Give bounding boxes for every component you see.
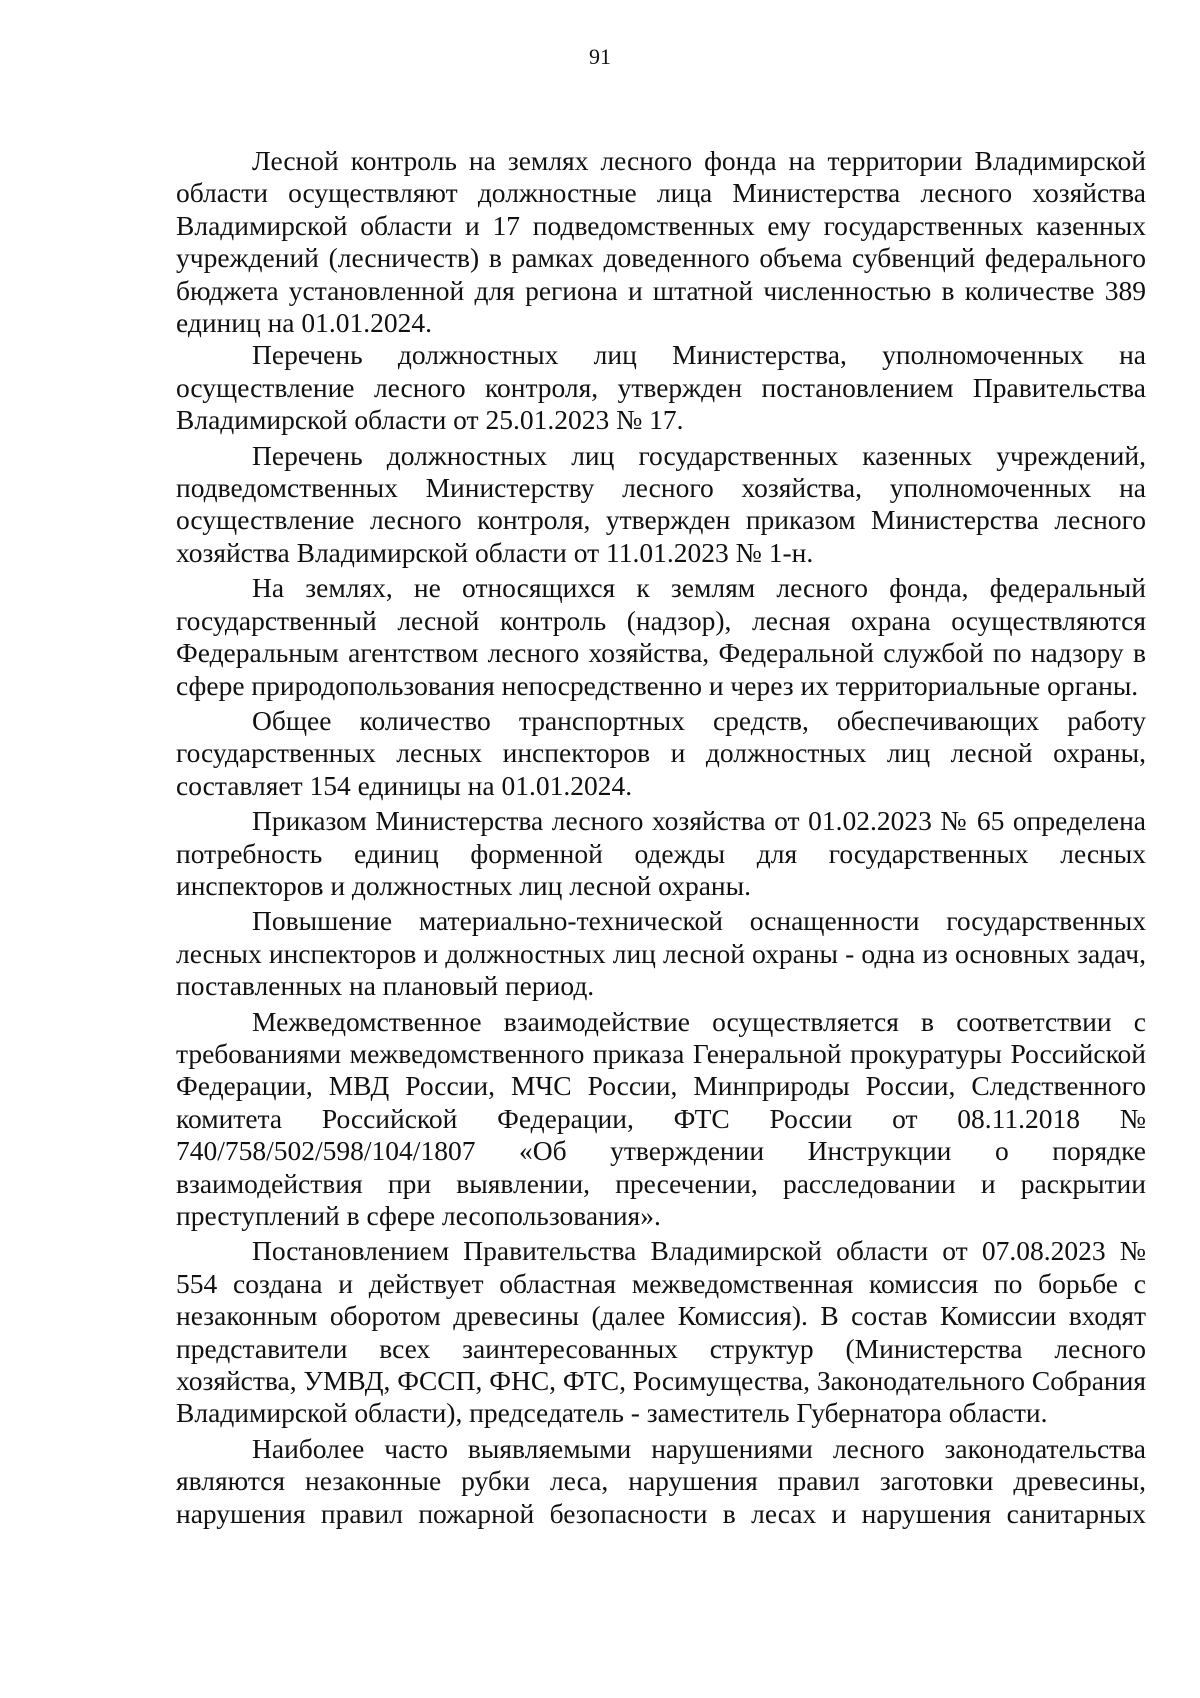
paragraph-institutions-officials-list: Перечень должностных лиц государственных казенных учреждений, подведомственных Министерству лесного хозяйства, уполномоченных на осуществление лесного контроля, утвержден приказом Министерства лесного хозяйства Владимирской области от 11.01.2023 № 1-н. [176,439,1146,568]
paragraph-forest-control: Лесной контроль на землях лесного фонда на территории Владимирской области осуществляют должностные лица Министерства лесного хозяйства Владимирской области и 17 подведомственных ему государственных казенных учреждений (лесничеств) в рамках доведенного объема субвенций федерального бюджета установленной для региона и штатной численностью в количестве 389 единиц на 01.01.2024. [176,145,1146,339]
document-body [176,145,1146,1530]
paragraph-uniform-order: Приказом Министерства лесного хозяйства от 01.02.2023 № 65 определена потребность единиц форменной одежды для государственных лесных инспекторов и должностных лиц лесной охраны. [176,805,1146,901]
paragraph-non-forest-lands: На землях, не относящихся к землям лесного фонда, федеральный государственный лесной контроль (надзор), лесная охрана осуществляются Федеральным агентством лесного хозяйства, Федеральной службой по надзору в сфере природопользования непосредственно и через их территориальные органы. [176,572,1146,701]
paragraph-commission: Постановлением Правительства Владимирской области от 07.08.2023 № 554 создана и действует областная межведомственная комиссия по борьбе с незаконным оборотом древесины (далее Комиссия). В состав Комиссии входят представители всех заинтересованных структур (Министерства лесного хозяйства, УМВД, ФССП, ФНС, ФТС, Росимущества, Законодательного Собрания Владимирской области), председатель - заместитель Губернатора области. [176,1235,1146,1429]
paragraph-interagency-cooperation: Межведомственное взаимодействие осуществляется в соответствии с требованиями межведомственного приказа Генеральной прокуратуры Российской Федерации, МВД России, МЧС России, Минприроды России, Следственного комитета Российской Федерации, ФТС России от 08.11.2018 № 740/758/502/598/104/1807 «Об утверждении Инструкции о порядке взаимодействия при выявлении, пресечении, расследовании и раскрытии преступлений в сфере лесопользования». [176,1005,1146,1231]
paragraph-vehicles: Общее количество транспортных средств, обеспечивающих работу государственных лесных инспекторов и должностных лиц лесной охраны, составляет 154 единицы на 01.01.2024. [176,704,1146,801]
page-number: 91 [589,44,611,69]
paragraph-equipment: Повышение материально-технической оснащенности государственных лесных инспекторов и должностных лиц лесной охраны - одна из основных задач, поставленных на плановый период. [176,905,1146,1002]
paragraph-ministry-officials-list: Перечень должностных лиц Министерства, уполномоченных на осуществление лесного контроля, утвержден постановлением Правительства Владимирской области от 25.01.2023 № 17. [176,339,1146,436]
paragraph-violations: Наиболее часто выявляемыми нарушениями лесного законодательства являются незаконные рубки леса, нарушения правил заготовки древесины, нарушения правил пожарной безопасности в лесах и нарушения санитарных [176,1432,1146,1529]
